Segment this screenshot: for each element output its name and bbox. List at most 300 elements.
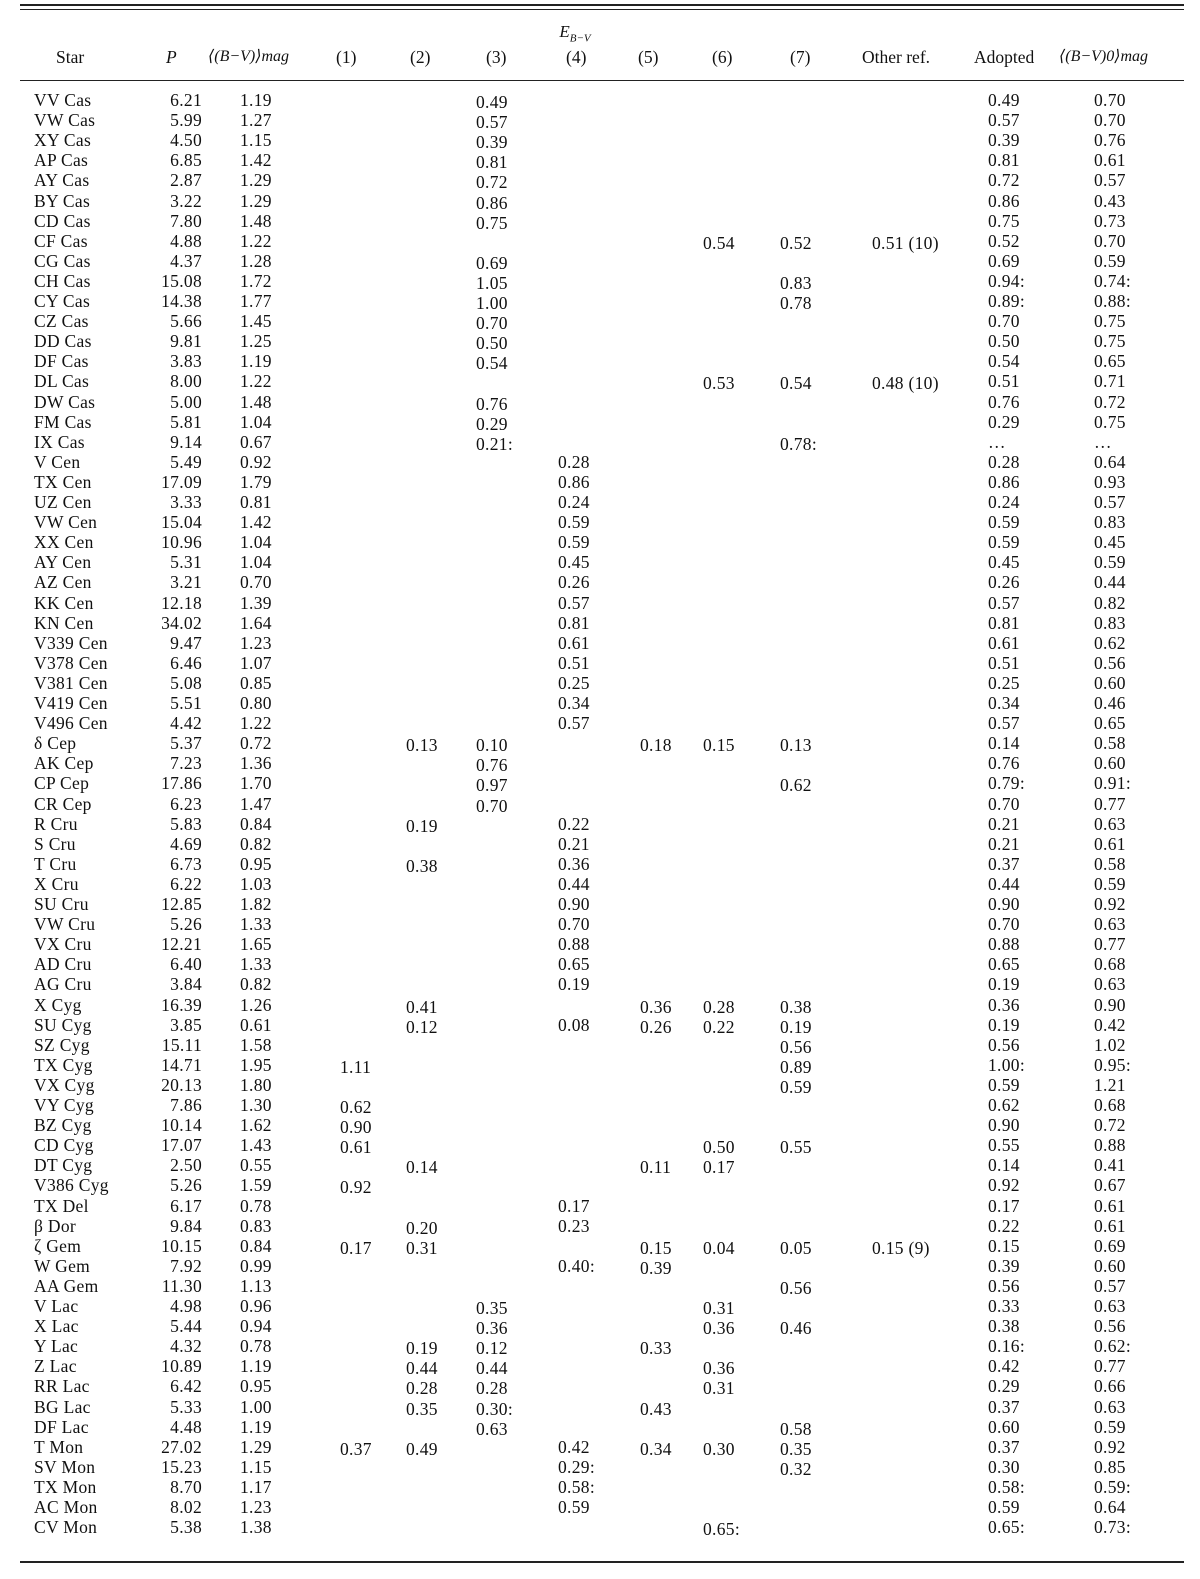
cell-p: 12.18 — [161, 592, 202, 613]
cell-c1: 0.62 — [340, 1097, 372, 1117]
cell-bv: 1.19 — [240, 90, 272, 110]
cell-c7: 0.13 — [780, 735, 812, 756]
cell-bv0: 0.73: — [1094, 1517, 1131, 1538]
cell-star: AC Mon — [34, 1497, 98, 1517]
cell-bv: 1.72 — [240, 270, 272, 291]
cell-bv0: 0.58 — [1094, 853, 1126, 874]
cell-c1: 0.61 — [340, 1137, 372, 1158]
cell-bv: 1.23 — [240, 1497, 272, 1517]
cell-c3: 0.70 — [476, 313, 508, 334]
cell-adopted: 0.75 — [988, 210, 1020, 231]
cell-c6: 0.04 — [703, 1237, 735, 1258]
cell-c4: 0.28 — [558, 451, 590, 472]
cell-p: 5.38 — [170, 1517, 202, 1538]
cell-adopted: 0.61 — [988, 632, 1020, 653]
table-row — [0, 1196, 1200, 1216]
cell-c2: 0.38 — [406, 855, 438, 876]
cell-bv: 0.92 — [240, 451, 272, 472]
header-group-label: $E_{B-V}$ — [559, 22, 591, 45]
cell-bv0: 0.70 — [1094, 230, 1126, 251]
cell-p: 5.44 — [170, 1316, 202, 1337]
cell-star: W Gem — [34, 1255, 91, 1276]
cell-p: 6.85 — [170, 150, 202, 171]
cell-bv: 1.19 — [240, 1356, 272, 1377]
cell-c4: 0.36 — [558, 853, 590, 874]
cell-bv: 1.28 — [240, 250, 272, 271]
cell-bv: 1.64 — [240, 612, 272, 633]
cell-star: V496 Cen — [34, 713, 108, 734]
cell-p: 6.17 — [170, 1195, 202, 1216]
cell-adopted: 0.37 — [988, 1396, 1020, 1417]
cell-star: S Cru — [34, 833, 76, 854]
cell-adopted: 0.29 — [988, 1376, 1020, 1397]
table-row — [0, 1477, 1200, 1497]
cell-bv0: 0.42 — [1094, 1014, 1126, 1035]
cell-c4: 0.29: — [558, 1456, 595, 1477]
cell-adopted: 0.50 — [988, 331, 1020, 352]
cell-adopted: 0.86 — [988, 471, 1020, 492]
cell-p: 3.22 — [170, 190, 202, 211]
cell-bv: 1.95 — [240, 1054, 272, 1075]
cell-p: 9.14 — [170, 431, 202, 452]
cell-bv0: 0.63 — [1094, 914, 1126, 935]
cell-adopted: 0.60 — [988, 1416, 1020, 1437]
cell-bv: 1.62 — [240, 1115, 272, 1136]
cell-p: 15.04 — [161, 512, 202, 533]
cell-c4: 0.40: — [558, 1255, 595, 1276]
cell-c5: 0.18 — [640, 735, 672, 756]
cell-c3: 0.10 — [476, 735, 508, 756]
cell-star: TX Cyg — [34, 1054, 93, 1075]
cell-adopted: 0.19 — [988, 1014, 1020, 1035]
table-row — [0, 1075, 1200, 1095]
top-rule-thin — [20, 9, 1184, 10]
cell-c1: 0.90 — [340, 1117, 372, 1138]
cell-bv: 0.96 — [240, 1296, 272, 1316]
cell-bv0: 0.57 — [1094, 170, 1126, 191]
cell-p: 15.11 — [161, 1034, 202, 1055]
cell-c7: 0.55 — [780, 1137, 812, 1158]
cell-c3: 0.72 — [476, 172, 508, 193]
cell-bv0: 0.57 — [1094, 492, 1126, 512]
cell-bv: 1.04 — [240, 411, 272, 432]
cell-bv0: 1.21 — [1094, 1074, 1126, 1095]
table-row — [0, 532, 1200, 552]
cell-p: 6.40 — [170, 954, 202, 975]
cell-bv: 1.42 — [240, 512, 272, 533]
table-row — [0, 150, 1200, 173]
cell-bv0: 0.63 — [1094, 1296, 1126, 1316]
cell-c6: 0.50 — [703, 1137, 735, 1158]
cell-c4: 0.59 — [558, 512, 590, 533]
cell-bv: 1.82 — [240, 894, 272, 914]
cell-c5: 0.34 — [640, 1438, 672, 1459]
column-header-p: P — [166, 47, 177, 67]
cell-bv0: 0.41 — [1094, 1155, 1126, 1176]
cell-star: V381 Cen — [34, 672, 108, 693]
cell-p: 11.30 — [161, 1275, 202, 1296]
cell-c4: 0.24 — [558, 492, 590, 512]
cell-star: BZ Cyg — [34, 1115, 92, 1136]
cell-bv: 0.72 — [240, 733, 272, 754]
cell-p: 4.37 — [170, 250, 202, 271]
cell-p: 4.69 — [170, 833, 202, 854]
cell-adopted: 0.42 — [988, 1356, 1020, 1377]
cell-star: V Lac — [34, 1296, 79, 1316]
cell-bv: 1.29 — [240, 190, 272, 211]
table-row — [0, 593, 1200, 613]
cell-c3: 0.76 — [476, 393, 508, 414]
cell-bv0: 0.57 — [1094, 1275, 1126, 1296]
cell-adopted: 0.14 — [988, 733, 1020, 754]
cell-c3: 0.97 — [476, 775, 508, 796]
cell-bv: 1.03 — [240, 873, 272, 894]
table-row — [0, 371, 1200, 394]
cell-bv: 1.47 — [240, 793, 272, 814]
cell-other: 0.51 (10) — [872, 232, 939, 253]
table-row — [0, 1055, 1200, 1075]
cell-star: V339 Cen — [34, 632, 108, 653]
column-header-c4: (4) — [566, 47, 587, 67]
cell-star: DW Cas — [34, 391, 96, 412]
cell-c4: 0.42 — [558, 1436, 590, 1457]
cell-p: 8.00 — [170, 371, 202, 392]
cell-c7: 0.52 — [780, 232, 812, 253]
cell-p: 17.07 — [161, 1135, 202, 1156]
table-row — [0, 673, 1200, 693]
cell-c5: 0.15 — [640, 1237, 672, 1258]
cell-p: 5.33 — [170, 1396, 202, 1417]
cell-bv: 1.70 — [240, 773, 272, 794]
cell-c4: 0.51 — [558, 652, 590, 673]
cell-c3: 0.57 — [476, 112, 508, 133]
cell-c5: 0.36 — [640, 996, 672, 1017]
cell-p: 4.88 — [170, 230, 202, 251]
table-row — [0, 572, 1200, 592]
cell-bv0: 0.77 — [1094, 1356, 1126, 1377]
table-row — [0, 834, 1200, 854]
cell-adopted: 0.17 — [988, 1195, 1020, 1216]
cell-bv: 0.84 — [240, 1235, 272, 1256]
cell-c5: 0.11 — [640, 1157, 672, 1178]
table-row — [0, 1397, 1200, 1417]
cell-bv: 1.00 — [240, 1396, 272, 1417]
cell-star: FM Cas — [34, 411, 92, 432]
cell-c7: 0.46 — [780, 1318, 812, 1339]
cell-p: 5.08 — [170, 672, 202, 693]
cell-p: 7.80 — [170, 210, 202, 231]
cell-c4: 0.08 — [558, 1014, 590, 1035]
cell-c1: 1.11 — [340, 1056, 372, 1077]
cell-bv0: 0.56 — [1094, 652, 1126, 673]
cell-bv: 1.07 — [240, 652, 272, 673]
cell-c6: 0.54 — [703, 232, 735, 253]
cell-star: VY Cyg — [34, 1095, 94, 1115]
cell-star: SZ Cyg — [34, 1034, 90, 1055]
cell-adopted: 0.45 — [988, 552, 1020, 573]
cell-star: δ Cep — [34, 733, 77, 754]
table-row — [0, 432, 1200, 452]
cell-bv: 0.61 — [240, 1014, 272, 1035]
cell-adopted: 0.30 — [988, 1456, 1020, 1477]
table-row — [0, 331, 1200, 354]
cell-c6: 0.31 — [703, 1298, 735, 1318]
cell-c3: 0.35 — [476, 1298, 508, 1318]
cell-adopted: 0.70 — [988, 914, 1020, 935]
cell-adopted: 0.39 — [988, 130, 1020, 151]
column-header-other: Other ref. — [862, 47, 931, 67]
cell-adopted: 0.25 — [988, 672, 1020, 693]
cell-c4: 0.86 — [558, 471, 590, 492]
cell-p: 14.71 — [161, 1054, 202, 1075]
cell-c6: 0.30 — [703, 1438, 735, 1459]
cell-adopted: 0.52 — [988, 230, 1020, 251]
cell-p: 3.33 — [170, 492, 202, 512]
cell-p: 3.85 — [170, 1014, 202, 1035]
cell-c6: 0.65: — [703, 1519, 740, 1540]
cell-bv0: 0.43 — [1094, 190, 1126, 211]
cell-bv: 0.55 — [240, 1155, 272, 1176]
cell-bv0: 0.70 — [1094, 90, 1126, 110]
cell-adopted: 0.90 — [988, 894, 1020, 914]
cell-bv: 1.27 — [240, 110, 272, 131]
cell-c4: 0.23 — [558, 1215, 590, 1236]
table-row — [0, 512, 1200, 532]
cell-bv0: 0.63 — [1094, 1396, 1126, 1417]
cell-c6: 0.53 — [703, 373, 735, 394]
cell-bv: 0.70 — [240, 572, 272, 593]
cell-adopted: 0.33 — [988, 1296, 1020, 1316]
cell-star: SV Mon — [34, 1456, 96, 1477]
cell-star: CD Cas — [34, 210, 91, 231]
cell-bv: 0.85 — [240, 672, 272, 693]
cell-bv: 1.80 — [240, 1074, 272, 1095]
cell-bv: 1.25 — [240, 331, 272, 352]
cell-star: AA Gem — [34, 1275, 99, 1296]
cell-c7: 0.54 — [780, 373, 812, 394]
cell-c3: 1.00 — [476, 293, 508, 313]
cell-adopted: 0.81 — [988, 150, 1020, 171]
table-row — [0, 1256, 1200, 1276]
table-row — [0, 251, 1200, 271]
cell-bv: 1.38 — [240, 1517, 272, 1538]
cell-p: 9.84 — [170, 1215, 202, 1236]
cell-adopted: 0.69 — [988, 250, 1020, 271]
cell-c4: 0.59 — [558, 532, 590, 553]
cell-adopted: 0.37 — [988, 853, 1020, 874]
cell-bv: 1.19 — [240, 1416, 272, 1437]
cell-adopted: 0.59 — [988, 532, 1020, 553]
cell-c7: 0.78 — [780, 293, 812, 313]
cell-p: 5.81 — [170, 411, 202, 432]
cell-adopted: 0.49 — [988, 90, 1020, 110]
cell-bv0: 0.61 — [1094, 833, 1126, 854]
cell-bv: 1.29 — [240, 1436, 272, 1457]
cell-adopted: 0.44 — [988, 873, 1020, 894]
cell-bv0: 0.61 — [1094, 150, 1126, 171]
table-row — [0, 974, 1200, 994]
cell-c7: 0.35 — [780, 1438, 812, 1459]
cell-star: X Lac — [34, 1316, 79, 1337]
cell-bv: 0.82 — [240, 974, 272, 995]
cell-p: 5.37 — [170, 733, 202, 754]
cell-bv0: 0.62: — [1094, 1336, 1131, 1357]
cell-adopted: 0.51 — [988, 371, 1020, 392]
top-rule — [20, 4, 1184, 6]
cell-bv: 0.67 — [240, 431, 272, 452]
cell-p: 17.09 — [161, 471, 202, 492]
cell-c3: 0.69 — [476, 252, 508, 273]
table-row — [0, 653, 1200, 673]
cell-star: AZ Cen — [34, 572, 92, 593]
cell-adopted: 0.26 — [988, 572, 1020, 593]
cell-c5: 0.39 — [640, 1257, 672, 1278]
cell-star: SU Cru — [34, 894, 89, 914]
cell-c1: 0.92 — [340, 1177, 372, 1198]
cell-star: AY Cen — [34, 552, 92, 573]
cell-star: V386 Cyg — [34, 1175, 109, 1196]
cell-p: 5.31 — [170, 552, 202, 573]
cell-c3: 0.81 — [476, 152, 508, 173]
cell-bv0: 0.73 — [1094, 210, 1126, 231]
cell-star: V Cen — [34, 451, 81, 472]
column-header-c3: (3) — [486, 47, 507, 67]
cell-adopted: 0.56 — [988, 1275, 1020, 1296]
cell-star: R Cru — [34, 813, 78, 834]
cell-c2: 0.14 — [406, 1157, 438, 1178]
cell-p: 8.02 — [170, 1497, 202, 1517]
cell-bv0: 0.62 — [1094, 632, 1126, 653]
cell-bv0: 0.92 — [1094, 1436, 1126, 1457]
cell-c4: 0.81 — [558, 612, 590, 633]
table-row — [0, 794, 1200, 814]
cell-bv: 1.22 — [240, 230, 272, 251]
cell-c4: 0.17 — [558, 1195, 590, 1216]
cell-bv: 1.77 — [240, 291, 272, 311]
table-row — [0, 1155, 1200, 1178]
cell-bv0: 0.60 — [1094, 1255, 1126, 1276]
cell-adopted: 0.92 — [988, 1175, 1020, 1196]
cell-star: X Cyg — [34, 994, 82, 1015]
cell-star: DL Cas — [34, 371, 90, 392]
cell-bv0: 0.95: — [1094, 1054, 1131, 1075]
cell-adopted: 0.57 — [988, 110, 1020, 131]
cell-c4: 0.19 — [558, 974, 590, 995]
column-header-star: Star — [56, 47, 85, 67]
cell-adopted: 0.59 — [988, 1497, 1020, 1517]
column-header-bv: ⟨(B−V)⟩mag — [208, 48, 290, 65]
cell-c6: 0.15 — [703, 735, 735, 756]
cell-bv0: 0.88: — [1094, 291, 1131, 311]
table-row — [0, 1336, 1200, 1359]
cell-bv0: 0.90 — [1094, 994, 1126, 1015]
cell-bv0: 0.92 — [1094, 894, 1126, 914]
cell-c6: 0.22 — [703, 1016, 735, 1037]
cell-bv0: 0.63 — [1094, 813, 1126, 834]
cell-adopted: 0.65 — [988, 954, 1020, 975]
cell-bv0: 0.70 — [1094, 110, 1126, 131]
cell-p: 12.85 — [161, 894, 202, 914]
cell-p: 5.66 — [170, 311, 202, 332]
table-row — [0, 492, 1200, 512]
cell-bv0: 0.68 — [1094, 1095, 1126, 1115]
cell-star: VW Cru — [34, 914, 96, 935]
cell-bv: 1.33 — [240, 954, 272, 975]
cell-star: CP Cep — [34, 773, 90, 794]
cell-bv0: 0.83 — [1094, 512, 1126, 533]
table-row — [0, 552, 1200, 572]
cell-bv0: 0.56 — [1094, 1316, 1126, 1337]
cell-star: CH Cas — [34, 270, 91, 291]
cell-c1: 0.17 — [340, 1237, 372, 1258]
table-row — [0, 412, 1200, 432]
cell-p: 6.73 — [170, 853, 202, 874]
cell-c7: 0.05 — [780, 1237, 812, 1258]
cell-star: AP Cas — [34, 150, 89, 171]
cell-bv: 0.80 — [240, 693, 272, 713]
cell-star: DF Lac — [34, 1416, 89, 1437]
cell-p: 6.42 — [170, 1376, 202, 1397]
table-row — [0, 311, 1200, 334]
table-row — [0, 613, 1200, 633]
cell-p: 5.49 — [170, 451, 202, 472]
cell-adopted: 0.37 — [988, 1436, 1020, 1457]
cell-star: VW Cas — [34, 110, 96, 131]
cell-bv0: 0.71 — [1094, 371, 1126, 392]
cell-star: V419 Cen — [34, 693, 108, 713]
table-row — [0, 1236, 1200, 1256]
table-row — [0, 110, 1200, 133]
table-row — [0, 874, 1200, 894]
cell-p: 34.02 — [161, 612, 202, 633]
cell-c6: 0.28 — [703, 996, 735, 1017]
cell-star: IX Cas — [34, 431, 85, 452]
cell-c7: 0.78: — [780, 433, 817, 454]
cell-adopted: 0.36 — [988, 994, 1020, 1015]
cell-p: 10.14 — [161, 1115, 202, 1136]
table-row — [0, 914, 1200, 934]
cell-c3: 0.29 — [476, 413, 508, 434]
cell-bv: 1.15 — [240, 1456, 272, 1477]
cell-c3: 0.21: — [476, 433, 513, 454]
cell-star: VX Cyg — [34, 1074, 95, 1095]
cell-star: AK Cep — [34, 753, 94, 774]
cell-p: 10.89 — [161, 1356, 202, 1377]
cell-c4: 0.59 — [558, 1497, 590, 1517]
cell-bv: 0.84 — [240, 813, 272, 834]
cell-adopted: 0.59 — [988, 512, 1020, 533]
cell-p: 6.22 — [170, 873, 202, 894]
cell-adopted: 0.28 — [988, 451, 1020, 472]
cell-bv0: 0.66 — [1094, 1376, 1126, 1397]
cell-p: 7.23 — [170, 753, 202, 774]
cell-other: 0.15 (9) — [872, 1237, 930, 1258]
cell-adopted: 0.21 — [988, 833, 1020, 854]
cell-star: UZ Cen — [34, 492, 92, 512]
table-row — [0, 1316, 1200, 1339]
cell-adopted: 0.88 — [988, 934, 1020, 955]
cell-star: AD Cru — [34, 954, 92, 975]
cell-c5: 0.26 — [640, 1016, 672, 1037]
cell-p: 5.51 — [170, 693, 202, 713]
cell-bv: 1.23 — [240, 632, 272, 653]
cell-p: 16.39 — [161, 994, 202, 1015]
cell-star: ζ Gem — [34, 1235, 82, 1256]
cell-bv: 0.78 — [240, 1195, 272, 1216]
cell-c4: 0.25 — [558, 672, 590, 693]
cell-c3: 0.54 — [476, 353, 508, 374]
cell-bv: 0.78 — [240, 1336, 272, 1357]
